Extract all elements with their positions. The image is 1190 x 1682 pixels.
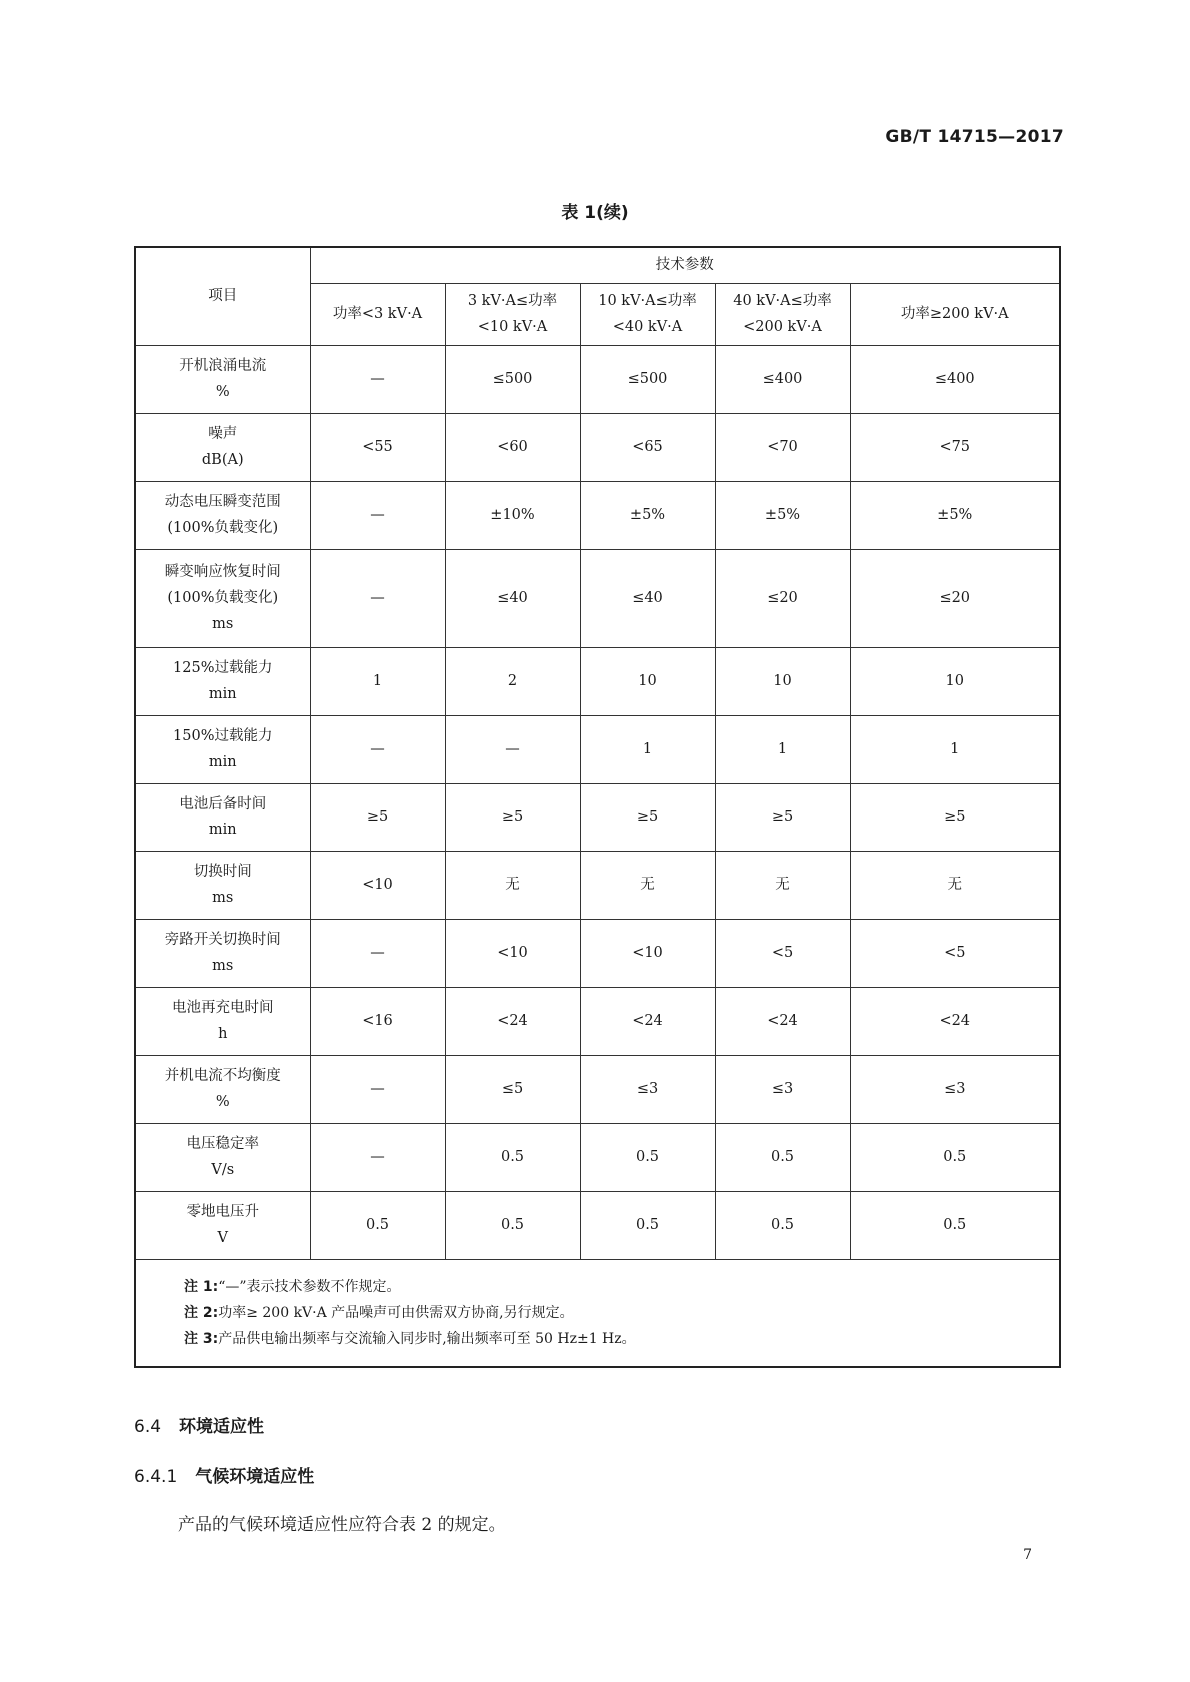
spec-table bbox=[134, 246, 1061, 1368]
table-cell: 0.5 bbox=[715, 1191, 850, 1259]
notes-row bbox=[135, 1259, 1060, 1367]
row-label-unit: V bbox=[217, 1230, 228, 1246]
column-header-line: 功率≥200 kV·A bbox=[900, 306, 1009, 322]
row-label-name: 切换时间 bbox=[193, 864, 252, 880]
row-label-name: 旁路开关切换时间 bbox=[164, 932, 281, 948]
table-cell: <55 bbox=[310, 413, 445, 481]
column-header-line: 功率<3 kV·A bbox=[332, 306, 423, 322]
row-label-name: 150%过载能力 bbox=[173, 728, 273, 744]
column-header-line: 10 kV·A≤功率 bbox=[598, 293, 697, 309]
table-row bbox=[135, 851, 1060, 919]
table-notes bbox=[135, 1259, 1060, 1367]
table-cell: ±10% bbox=[445, 481, 580, 549]
note-label: 注 3: bbox=[184, 1330, 219, 1347]
page-number: 7 bbox=[1023, 1547, 1032, 1563]
table-cell: 10 bbox=[850, 647, 1060, 715]
table-cell: ≤40 bbox=[580, 549, 715, 647]
row-label bbox=[135, 481, 310, 549]
table-cell: 1 bbox=[580, 715, 715, 783]
table-cell: 10 bbox=[715, 647, 850, 715]
row-label-name: 125%过载能力 bbox=[173, 660, 273, 676]
table-title: 表 1(续) bbox=[561, 203, 629, 223]
column-header bbox=[580, 283, 715, 345]
column-header-line: <200 kV·A bbox=[743, 319, 822, 335]
row-label-name: 噪声 bbox=[208, 426, 238, 442]
row-label-name: 电池后备时间 bbox=[179, 796, 267, 812]
table-row bbox=[135, 783, 1060, 851]
table-cell: ≤500 bbox=[580, 345, 715, 413]
row-label bbox=[135, 1123, 310, 1191]
note-label: 注 2: bbox=[184, 1304, 219, 1321]
section-heading bbox=[134, 1412, 264, 1437]
column-header-line: <40 kV·A bbox=[612, 319, 683, 335]
column-header bbox=[850, 283, 1060, 345]
row-label-unit: (100%负载变化) bbox=[167, 590, 279, 606]
table-cell: — bbox=[310, 345, 445, 413]
table-cell: — bbox=[310, 715, 445, 783]
row-label bbox=[135, 1191, 310, 1259]
row-label-unit: min bbox=[208, 754, 237, 770]
table-row bbox=[135, 715, 1060, 783]
table-cell: <24 bbox=[850, 987, 1060, 1055]
row-label-name: 并机电流不均衡度 bbox=[164, 1068, 281, 1084]
row-label-unit: % bbox=[215, 384, 230, 400]
table-cell: 0.5 bbox=[850, 1191, 1060, 1259]
table-cell: 0.5 bbox=[580, 1191, 715, 1259]
table-cell: <24 bbox=[715, 987, 850, 1055]
section-number: 6.4.1 bbox=[134, 1467, 178, 1487]
table-cell: ≤3 bbox=[580, 1055, 715, 1123]
table-cell: <5 bbox=[850, 919, 1060, 987]
row-label bbox=[135, 345, 310, 413]
column-header bbox=[310, 283, 445, 345]
table-cell: ≥5 bbox=[445, 783, 580, 851]
table-cell: ≥5 bbox=[310, 783, 445, 851]
table-cell: ≤5 bbox=[445, 1055, 580, 1123]
table-row bbox=[135, 481, 1060, 549]
table-cell: 1 bbox=[850, 715, 1060, 783]
table-cell: — bbox=[310, 919, 445, 987]
row-label bbox=[135, 919, 310, 987]
group-header: 技术参数 bbox=[310, 247, 1060, 283]
row-label bbox=[135, 987, 310, 1055]
row-label bbox=[135, 1055, 310, 1123]
note-line bbox=[184, 1274, 1059, 1300]
row-label-unit: ms bbox=[212, 958, 234, 974]
table-cell: ≥5 bbox=[580, 783, 715, 851]
table-cell: ≥5 bbox=[850, 783, 1060, 851]
table-cell: 0.5 bbox=[445, 1123, 580, 1191]
table-cell: <75 bbox=[850, 413, 1060, 481]
note-text: “—”表示技术参数不作规定。 bbox=[218, 1278, 401, 1295]
table-cell: — bbox=[310, 481, 445, 549]
row-label bbox=[135, 413, 310, 481]
table-cell: 0.5 bbox=[850, 1123, 1060, 1191]
row-label-unit: ms bbox=[212, 616, 234, 632]
table-cell: ≤20 bbox=[850, 549, 1060, 647]
table-cell: ≥5 bbox=[715, 783, 850, 851]
table-cell: <24 bbox=[445, 987, 580, 1055]
table-cell: ≤40 bbox=[445, 549, 580, 647]
table-cell: ≤20 bbox=[715, 549, 850, 647]
table-cell: — bbox=[445, 715, 580, 783]
row-label bbox=[135, 783, 310, 851]
table-cell: 无 bbox=[580, 851, 715, 919]
table-cell: 10 bbox=[580, 647, 715, 715]
column-header-line: <10 kV·A bbox=[477, 319, 548, 335]
row-label-name: 电池再充电时间 bbox=[172, 1000, 274, 1016]
row-label-unit: dB(A) bbox=[201, 452, 244, 468]
table-row bbox=[135, 987, 1060, 1055]
row-label-unit: % bbox=[215, 1094, 230, 1110]
column-header bbox=[445, 283, 580, 345]
table-cell: 0.5 bbox=[715, 1123, 850, 1191]
table-cell: ±5% bbox=[850, 481, 1060, 549]
row-label-unit: V/s bbox=[211, 1162, 235, 1178]
table-cell: 1 bbox=[310, 647, 445, 715]
row-label-unit: min bbox=[208, 822, 237, 838]
table-cell: 无 bbox=[715, 851, 850, 919]
note-label: 注 1: bbox=[184, 1278, 219, 1295]
table-cell: <24 bbox=[580, 987, 715, 1055]
row-label-name: 开机浪涌电流 bbox=[179, 358, 267, 374]
table-row bbox=[135, 919, 1060, 987]
table-cell: 0.5 bbox=[580, 1123, 715, 1191]
table-cell: 1 bbox=[715, 715, 850, 783]
table-cell: <5 bbox=[715, 919, 850, 987]
table-row bbox=[135, 1123, 1060, 1191]
table-row bbox=[135, 413, 1060, 481]
table-row bbox=[135, 647, 1060, 715]
row-label-unit: (100%负载变化) bbox=[167, 520, 279, 536]
row-label-unit: min bbox=[208, 686, 237, 702]
section-number: 6.4 bbox=[134, 1417, 162, 1437]
table-cell: <10 bbox=[310, 851, 445, 919]
table-cell: ±5% bbox=[580, 481, 715, 549]
table-cell: <16 bbox=[310, 987, 445, 1055]
column-header-line: 40 kV·A≤功率 bbox=[733, 293, 832, 309]
section-title: 环境适应性 bbox=[179, 1417, 265, 1437]
column-header-line: 3 kV·A≤功率 bbox=[467, 293, 558, 309]
table-cell: ≤500 bbox=[445, 345, 580, 413]
table-row bbox=[135, 1191, 1060, 1259]
body-paragraph: 产品的气候环境适应性应符合表 2 的规定。 bbox=[178, 1515, 506, 1535]
table-cell: — bbox=[310, 1123, 445, 1191]
table-row bbox=[135, 549, 1060, 647]
table-cell: <10 bbox=[445, 919, 580, 987]
table-cell: ≤3 bbox=[850, 1055, 1060, 1123]
note-text: 产品供电输出频率与交流输入同步时,输出频率可至 50 Hz±1 Hz。 bbox=[218, 1330, 636, 1347]
standard-code: GB/T 14715—2017 bbox=[885, 127, 1064, 147]
table-cell: 0.5 bbox=[445, 1191, 580, 1259]
table-cell: ±5% bbox=[715, 481, 850, 549]
subsection-heading bbox=[134, 1462, 314, 1487]
table-cell: 无 bbox=[850, 851, 1060, 919]
table-cell: <10 bbox=[580, 919, 715, 987]
table-cell: — bbox=[310, 1055, 445, 1123]
table-cell: ≤400 bbox=[850, 345, 1060, 413]
note-line bbox=[184, 1326, 1059, 1352]
table-cell: 0.5 bbox=[310, 1191, 445, 1259]
row-label-name: 瞬变响应恢复时间 bbox=[164, 564, 281, 580]
table-cell: 无 bbox=[445, 851, 580, 919]
row-label-name: 电压稳定率 bbox=[186, 1136, 259, 1152]
row-label bbox=[135, 647, 310, 715]
row-label bbox=[135, 549, 310, 647]
table-cell: <65 bbox=[580, 413, 715, 481]
row-label bbox=[135, 715, 310, 783]
note-line bbox=[184, 1300, 1059, 1326]
section-title: 气候环境适应性 bbox=[195, 1467, 315, 1487]
row-label-unit: ms bbox=[212, 890, 234, 906]
row-label-unit: h bbox=[218, 1026, 228, 1042]
table-row bbox=[135, 1055, 1060, 1123]
row-label-name: 零地电压升 bbox=[186, 1204, 259, 1220]
column-header bbox=[715, 283, 850, 345]
table-cell: ≤3 bbox=[715, 1055, 850, 1123]
table-row bbox=[135, 345, 1060, 413]
table-cell: <60 bbox=[445, 413, 580, 481]
table-cell: <70 bbox=[715, 413, 850, 481]
table-cell: — bbox=[310, 549, 445, 647]
corner-header: 项目 bbox=[135, 247, 310, 345]
note-text: 功率≥ 200 kV·A 产品噪声可由供需双方协商,另行规定。 bbox=[218, 1304, 574, 1321]
table-cell: 2 bbox=[445, 647, 580, 715]
table-cell: ≤400 bbox=[715, 345, 850, 413]
row-label bbox=[135, 851, 310, 919]
row-label-name: 动态电压瞬变范围 bbox=[164, 494, 281, 510]
